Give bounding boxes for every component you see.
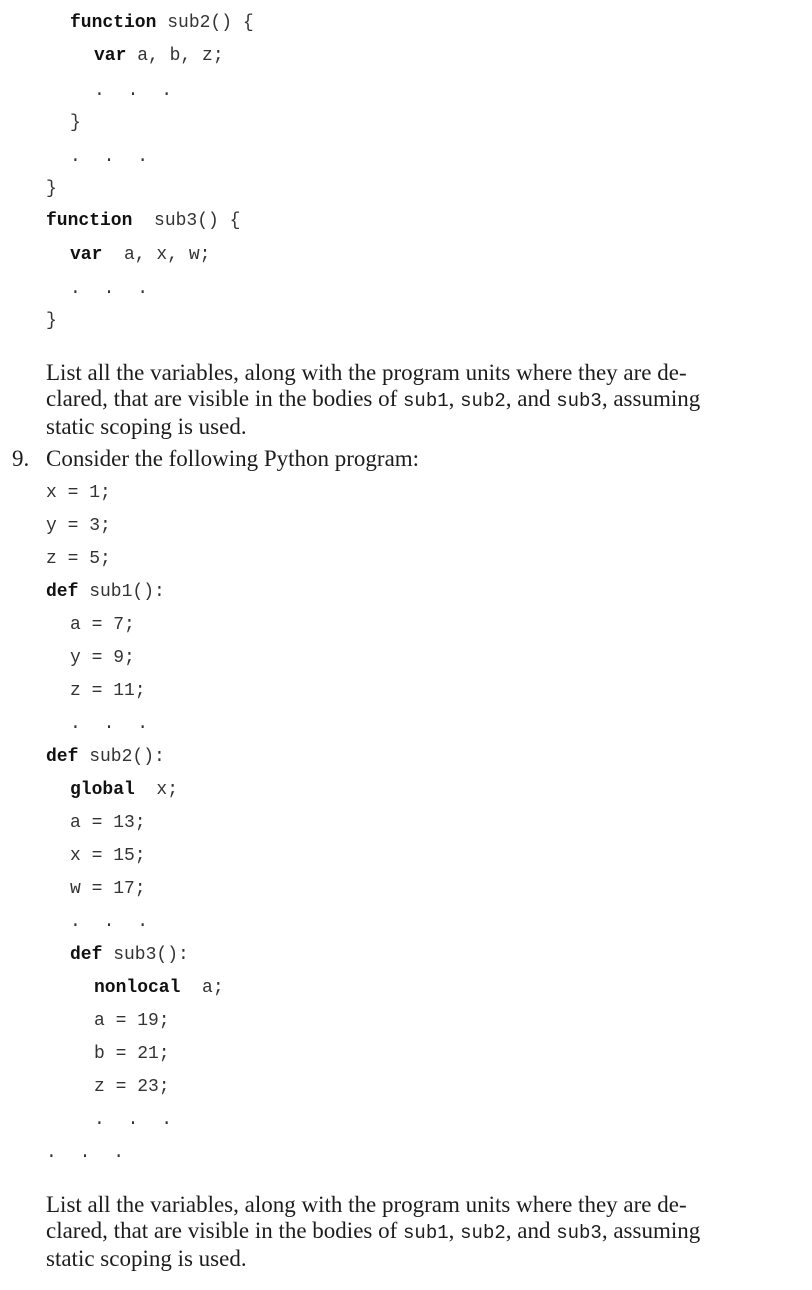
py-ellipsis: . . . [70, 912, 155, 932]
py-def-sub3 [70, 944, 189, 966]
js-line-var-abz [94, 45, 224, 67]
question9-number: 9. [12, 446, 30, 471]
code-text: sub1(): [78, 582, 165, 602]
py-line: z = 5; [46, 549, 111, 569]
inline-code-sub3: sub3 [556, 1222, 602, 1244]
code-text: a, b, z; [126, 46, 224, 66]
py-ellipsis: . . . [94, 1110, 179, 1130]
keyword-function: function [46, 211, 133, 231]
code-text: x; [134, 780, 179, 800]
py-line: a = 7; [70, 615, 135, 635]
py-line: w = 17; [70, 879, 146, 899]
keyword-function: function [70, 13, 157, 33]
py-line: a = 19; [94, 1011, 170, 1031]
js-close-brace: } [70, 113, 81, 133]
py-line: b = 21; [94, 1044, 170, 1064]
py-def-sub1 [46, 581, 165, 603]
js-ellipsis: . . . [70, 279, 155, 299]
py-line: x = 15; [70, 846, 146, 866]
js-line-sub2-header [70, 12, 254, 34]
prose-text: , and [505, 1218, 557, 1243]
js-close-brace: } [46, 179, 57, 199]
keyword-def: def [46, 582, 79, 602]
inline-code-sub1: sub1 [403, 390, 449, 412]
py-ellipsis: . . . [46, 1143, 131, 1163]
question9-text: Consider the following Python program: [46, 446, 420, 471]
code-text: sub3() { [132, 211, 241, 231]
keyword-var: var [94, 46, 127, 66]
prose-text: , [448, 1218, 461, 1243]
prose-text: List all the variables, along with the program units where they are de-clared, that are visible in the bodies of [46, 360, 687, 411]
py-line: y = 3; [46, 516, 111, 536]
inline-code-sub2: sub2 [460, 390, 506, 412]
code-text: a; [180, 978, 224, 998]
py-line: a = 13; [70, 813, 146, 833]
keyword-nonlocal: nonlocal [94, 978, 181, 998]
js-ellipsis: . . . [70, 147, 155, 167]
question8-prompt [46, 360, 746, 440]
prose-text: , assuming static scoping is used. [46, 386, 701, 439]
py-ellipsis: . . . [70, 714, 155, 734]
code-text: a, x, w; [102, 245, 211, 265]
js-close-brace: } [46, 311, 57, 331]
js-line-var-axw [70, 244, 210, 266]
py-line: x = 1; [46, 483, 111, 503]
prose-text: List all the variables, along with the program units where they are de-clared, that are visible in the bodies of [46, 1192, 687, 1243]
py-line: z = 23; [94, 1077, 170, 1097]
py-global-line [70, 779, 178, 801]
code-text: sub2(): [78, 747, 165, 767]
prose-text: , [448, 386, 461, 411]
prose-text: , and [505, 386, 557, 411]
prose-text: , assuming static scoping is used. [46, 1218, 701, 1271]
code-text: sub2() { [156, 13, 254, 33]
py-line: y = 9; [70, 648, 135, 668]
py-line: z = 11; [70, 681, 146, 701]
js-ellipsis: . . . [94, 81, 179, 101]
inline-code-sub3: sub3 [556, 390, 602, 412]
py-def-sub2 [46, 746, 165, 768]
keyword-def: def [70, 945, 103, 965]
py-nonlocal-line [94, 977, 224, 999]
keyword-def: def [46, 747, 79, 767]
inline-code-sub2: sub2 [460, 1222, 506, 1244]
keyword-var: var [70, 245, 103, 265]
question9-prompt [46, 1192, 746, 1272]
js-line-sub3-header [46, 210, 240, 232]
code-text: sub3(): [102, 945, 189, 965]
inline-code-sub1: sub1 [403, 1222, 449, 1244]
keyword-global: global [70, 780, 135, 800]
